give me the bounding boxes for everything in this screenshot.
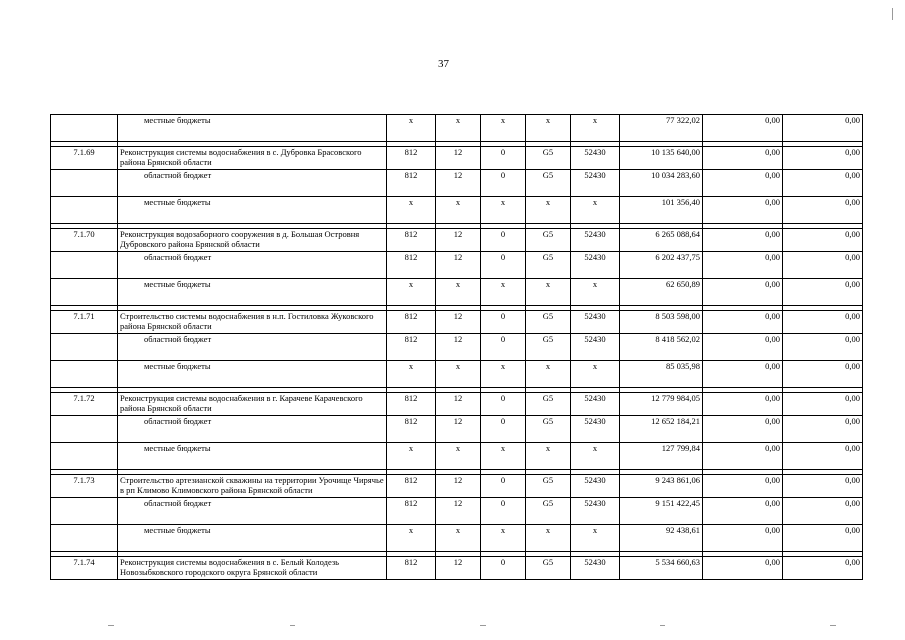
scan-mark (830, 625, 836, 626)
amount-cell: 10 034 283,60 (620, 170, 703, 197)
amount-cell: 0,00 (703, 334, 783, 361)
table-row-item (51, 229, 863, 252)
amount-cell: 0,00 (783, 393, 863, 416)
code-cell: G5 (526, 416, 571, 443)
code-cell: G5 (526, 147, 571, 170)
table-row-source (51, 279, 863, 306)
row-name-cell: областной бюджет (118, 498, 387, 525)
code-cell: 12 (436, 557, 481, 580)
code-cell: 812 (387, 147, 436, 170)
row-name-cell: Реконструкция системы водоснабжения в с. Белый Колодезь Новозыбковского городского округа Брянской области (118, 557, 387, 580)
row-name-cell: областной бюджет (118, 416, 387, 443)
code-cell: 12 (436, 393, 481, 416)
row-number-cell (51, 115, 118, 142)
code-cell: x (387, 115, 436, 142)
code-cell: x (387, 361, 436, 388)
table-row-source (51, 115, 863, 142)
code-cell: x (571, 525, 620, 552)
code-cell: x (436, 279, 481, 306)
code-cell: x (571, 197, 620, 224)
amount-cell: 127 799,84 (620, 443, 703, 470)
table-row-source (51, 334, 863, 361)
code-cell: 0 (481, 557, 526, 580)
amount-cell: 0,00 (703, 170, 783, 197)
code-cell: x (387, 197, 436, 224)
row-name-cell: местные бюджеты (118, 197, 387, 224)
code-cell: x (436, 115, 481, 142)
code-cell: 52430 (571, 311, 620, 334)
code-cell: x (387, 525, 436, 552)
code-cell: 52430 (571, 334, 620, 361)
code-cell: 12 (436, 229, 481, 252)
row-number-cell (51, 525, 118, 552)
row-name-cell: Реконструкция водозаборного сооружения в д. Большая Островня Дубровского района Брянской области (118, 229, 387, 252)
amount-cell: 9 151 422,45 (620, 498, 703, 525)
code-cell: x (481, 197, 526, 224)
code-cell: x (481, 115, 526, 142)
amount-cell: 62 650,89 (620, 279, 703, 306)
amount-cell: 0,00 (783, 498, 863, 525)
code-cell: 0 (481, 147, 526, 170)
code-cell: 12 (436, 475, 481, 498)
amount-cell: 5 534 660,63 (620, 557, 703, 580)
table-row-source (51, 361, 863, 388)
code-cell: x (481, 279, 526, 306)
row-number-cell: 7.1.71 (51, 311, 118, 334)
code-cell: G5 (526, 252, 571, 279)
amount-cell: 0,00 (703, 229, 783, 252)
amount-cell: 92 438,61 (620, 525, 703, 552)
code-cell: 0 (481, 498, 526, 525)
table-row-item (51, 475, 863, 498)
code-cell: x (526, 443, 571, 470)
code-cell: x (526, 115, 571, 142)
code-cell: 812 (387, 334, 436, 361)
row-number-cell (51, 170, 118, 197)
amount-cell: 0,00 (703, 557, 783, 580)
row-number-cell (51, 252, 118, 279)
code-cell: x (387, 279, 436, 306)
table-row-item (51, 393, 863, 416)
table-row-source (51, 443, 863, 470)
amount-cell: 0,00 (783, 229, 863, 252)
code-cell: 0 (481, 311, 526, 334)
scan-mark (480, 625, 486, 626)
table-row-source (51, 252, 863, 279)
amount-cell: 0,00 (783, 147, 863, 170)
scan-mark (892, 8, 893, 20)
amount-cell: 0,00 (783, 334, 863, 361)
row-name-cell: Реконструкция системы водоснабжения в с. Дубровка Брасовского района Брянской области (118, 147, 387, 170)
code-cell: 52430 (571, 475, 620, 498)
code-cell: 52430 (571, 557, 620, 580)
code-cell: x (436, 443, 481, 470)
code-cell: 0 (481, 170, 526, 197)
amount-cell: 10 135 640,00 (620, 147, 703, 170)
code-cell: 812 (387, 393, 436, 416)
code-cell: x (571, 443, 620, 470)
code-cell: 0 (481, 334, 526, 361)
table-row-source (51, 170, 863, 197)
code-cell: 812 (387, 498, 436, 525)
row-number-cell (51, 361, 118, 388)
code-cell: 12 (436, 311, 481, 334)
code-cell: x (436, 197, 481, 224)
code-cell: x (571, 361, 620, 388)
amount-cell: 0,00 (703, 115, 783, 142)
code-cell: x (526, 525, 571, 552)
amount-cell: 0,00 (703, 311, 783, 334)
code-cell: 812 (387, 170, 436, 197)
row-name-cell: Реконструкция системы водоснабжения в г. Карачеве Карачевского района Брянской области (118, 393, 387, 416)
code-cell: x (436, 525, 481, 552)
amount-cell: 9 243 861,06 (620, 475, 703, 498)
amount-cell: 0,00 (783, 557, 863, 580)
row-number-cell (51, 279, 118, 306)
row-name-cell: областной бюджет (118, 252, 387, 279)
table-row-source (51, 525, 863, 552)
amount-cell: 8 418 562,02 (620, 334, 703, 361)
row-name-cell: местные бюджеты (118, 115, 387, 142)
amount-cell: 0,00 (783, 416, 863, 443)
code-cell: 52430 (571, 252, 620, 279)
code-cell: 812 (387, 311, 436, 334)
code-cell: 0 (481, 252, 526, 279)
amount-cell: 0,00 (783, 197, 863, 224)
amount-cell: 0,00 (703, 525, 783, 552)
row-name-cell: областной бюджет (118, 334, 387, 361)
table-row-item (51, 557, 863, 580)
code-cell: x (387, 443, 436, 470)
amount-cell: 0,00 (703, 393, 783, 416)
table-row-source (51, 416, 863, 443)
code-cell: 52430 (571, 498, 620, 525)
code-cell: 12 (436, 416, 481, 443)
row-number-cell: 7.1.69 (51, 147, 118, 170)
code-cell: G5 (526, 498, 571, 525)
code-cell: G5 (526, 393, 571, 416)
code-cell: 12 (436, 147, 481, 170)
code-cell: 52430 (571, 416, 620, 443)
amount-cell: 0,00 (783, 311, 863, 334)
code-cell: G5 (526, 557, 571, 580)
amount-cell: 0,00 (783, 475, 863, 498)
code-cell: 812 (387, 475, 436, 498)
amount-cell: 0,00 (703, 197, 783, 224)
amount-cell: 0,00 (783, 252, 863, 279)
code-cell: 812 (387, 229, 436, 252)
amount-cell: 0,00 (703, 498, 783, 525)
table-row-item (51, 311, 863, 334)
code-cell: 0 (481, 416, 526, 443)
amount-cell: 0,00 (703, 279, 783, 306)
row-name-cell: местные бюджеты (118, 279, 387, 306)
code-cell: G5 (526, 475, 571, 498)
code-cell: x (526, 197, 571, 224)
row-number-cell (51, 197, 118, 224)
row-number-cell (51, 416, 118, 443)
row-name-cell: областной бюджет (118, 170, 387, 197)
amount-cell: 0,00 (703, 443, 783, 470)
table-row-source (51, 197, 863, 224)
code-cell: 12 (436, 334, 481, 361)
code-cell: 52430 (571, 393, 620, 416)
table-row-item (51, 147, 863, 170)
code-cell: 12 (436, 498, 481, 525)
code-cell: 812 (387, 252, 436, 279)
table-body (51, 115, 863, 580)
amount-cell: 0,00 (783, 525, 863, 552)
amount-cell: 0,00 (703, 416, 783, 443)
amount-cell: 6 265 088,64 (620, 229, 703, 252)
page-number: 37 (438, 58, 449, 70)
code-cell: x (436, 361, 481, 388)
code-cell: x (481, 443, 526, 470)
table-row-source (51, 498, 863, 525)
code-cell: G5 (526, 311, 571, 334)
code-cell: 52430 (571, 170, 620, 197)
code-cell: 0 (481, 475, 526, 498)
amount-cell: 6 202 437,75 (620, 252, 703, 279)
row-name-cell: местные бюджеты (118, 361, 387, 388)
code-cell: x (571, 115, 620, 142)
code-cell: x (526, 279, 571, 306)
amount-cell: 12 652 184,21 (620, 416, 703, 443)
row-number-cell: 7.1.72 (51, 393, 118, 416)
amount-cell: 0,00 (783, 279, 863, 306)
code-cell: 12 (436, 252, 481, 279)
amount-cell: 0,00 (783, 361, 863, 388)
code-cell: 52430 (571, 229, 620, 252)
code-cell: x (481, 525, 526, 552)
code-cell: 52430 (571, 147, 620, 170)
code-cell: 812 (387, 416, 436, 443)
amount-cell: 0,00 (703, 361, 783, 388)
amount-cell: 77 322,02 (620, 115, 703, 142)
amount-cell: 12 779 984,05 (620, 393, 703, 416)
row-name-cell: Строительство артезианской скважины на территории Урочище Чирячье в рп Климово Климовского района Брянской области (118, 475, 387, 498)
amount-cell: 101 356,40 (620, 197, 703, 224)
row-number-cell: 7.1.73 (51, 475, 118, 498)
code-cell: G5 (526, 170, 571, 197)
code-cell: 0 (481, 229, 526, 252)
scan-mark (290, 625, 295, 626)
amount-cell: 0,00 (783, 443, 863, 470)
scan-mark (108, 625, 114, 626)
row-number-cell: 7.1.74 (51, 557, 118, 580)
amount-cell: 0,00 (703, 147, 783, 170)
code-cell: 0 (481, 393, 526, 416)
row-name-cell: местные бюджеты (118, 525, 387, 552)
code-cell: G5 (526, 229, 571, 252)
row-name-cell: местные бюджеты (118, 443, 387, 470)
row-number-cell (51, 498, 118, 525)
code-cell: 12 (436, 170, 481, 197)
code-cell: 812 (387, 557, 436, 580)
amount-cell: 85 035,98 (620, 361, 703, 388)
row-number-cell (51, 443, 118, 470)
amount-cell: 0,00 (783, 170, 863, 197)
code-cell: x (481, 361, 526, 388)
code-cell: x (571, 279, 620, 306)
amount-cell: 0,00 (783, 115, 863, 142)
amount-cell: 0,00 (703, 475, 783, 498)
row-number-cell (51, 334, 118, 361)
scan-mark (660, 625, 665, 626)
budget-table (50, 114, 863, 580)
row-number-cell: 7.1.70 (51, 229, 118, 252)
code-cell: x (526, 361, 571, 388)
amount-cell: 0,00 (703, 252, 783, 279)
row-name-cell: Строительство системы водоснабжения в н.п. Гостиловка Жуковского района Брянской области (118, 311, 387, 334)
code-cell: G5 (526, 334, 571, 361)
amount-cell: 8 503 598,00 (620, 311, 703, 334)
